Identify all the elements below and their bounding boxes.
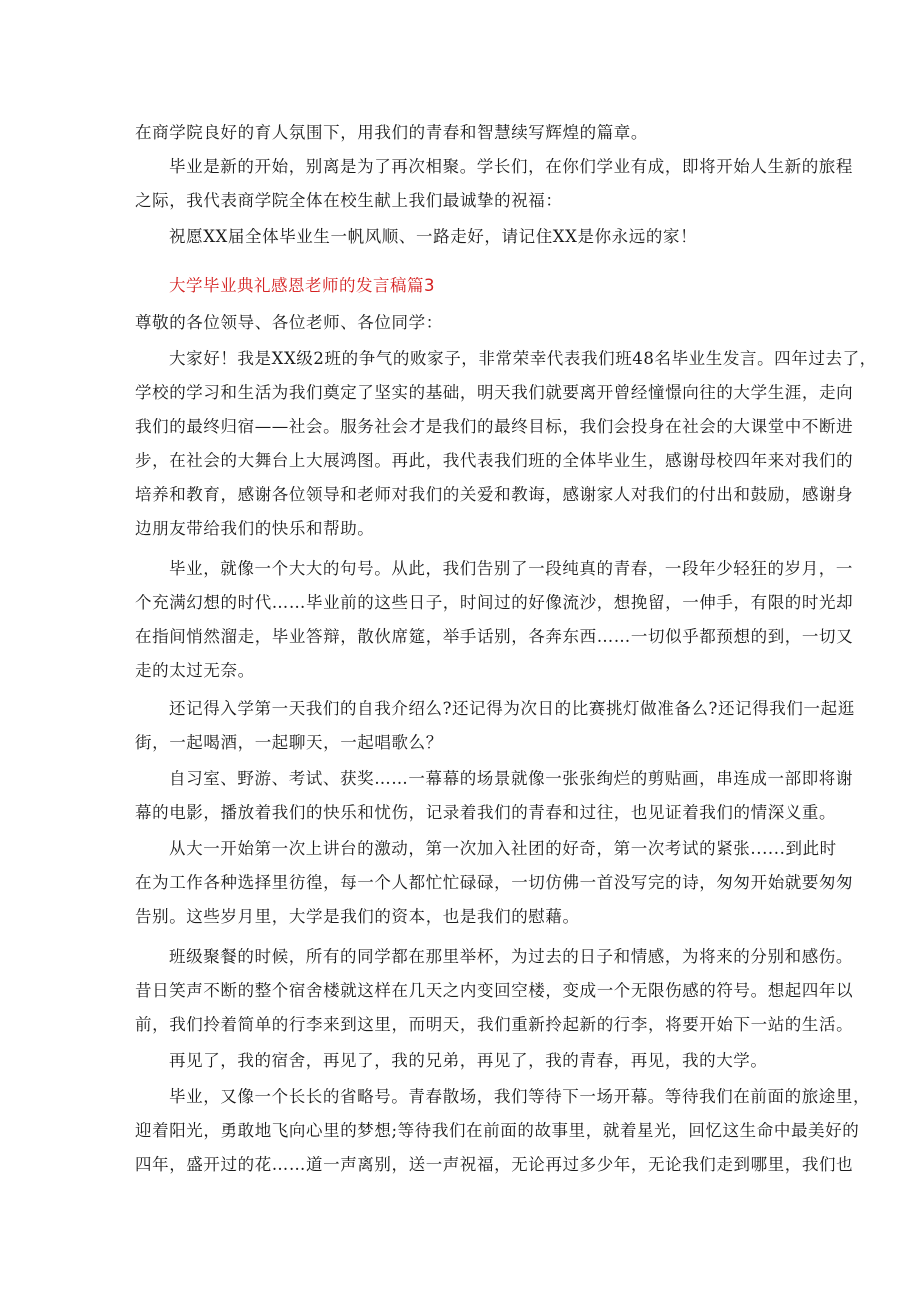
- text-line: 学校的学习和生活为我们奠定了坚实的基础，明天我们就要离开曾经憧憬向往的大学生涯，走向: [135, 383, 854, 402]
- text-line: 尊敬的各位领导、各位老师、各位同学：: [135, 313, 443, 332]
- paragraph-6: [135, 552, 854, 688]
- text-line: 班级聚餐的时候，所有的同学都在那里举杯，为过去的日子和情感，为将来的分别和感伤。: [169, 947, 853, 966]
- text-line: 毕业，就像一个大大的句号。从此，我们告别了一段纯真的青春，一段年少轻狂的岁月，一: [169, 559, 853, 578]
- text-line: 走的太过无奈。: [135, 661, 255, 680]
- text-line: 从大一开始第一次上讲台的激动，第一次加入社团的好奇，第一次考试的紧张......到此时: [169, 839, 837, 858]
- text-line: 幕的电影，播放着我们的快乐和忧伤，记录着我们的青春和过往，也见证着我们的情深义重。: [135, 803, 837, 822]
- paragraph-10: [135, 940, 854, 1042]
- text-line: 在商学院良好的育人氛围下，用我们的青春和智慧续写辉煌的篇章。: [135, 123, 648, 142]
- text-line: 边朋友带给我们的快乐和帮助。: [135, 519, 375, 538]
- text-line: 步，在社会的大舞台上大展鸿图。再此，我代表我们班的全体毕业生，感谢母校四年来对我们的: [135, 451, 854, 470]
- paragraph-11: [135, 1044, 795, 1078]
- text-line: 昔日笑声不断的整个宿舍楼就这样在几天之内变回空楼，变成一个无限伤感的符号。想起四年以: [135, 981, 854, 1000]
- text-line: 迎着阳光，勇敢地飞向心里的梦想;等待我们在前面的故事里，就着星光，回忆这生命中最美好的: [135, 1121, 860, 1140]
- text-line: 我们的最终归宿——社会。服务社会才是我们的最终目标，我们会投身在社会的大课堂中不断进: [135, 417, 854, 436]
- paragraph-12: [135, 1080, 871, 1182]
- paragraph-5: [135, 342, 877, 546]
- text-line: 街，一起喝酒，一起聊天，一起唱歌么？: [135, 733, 443, 752]
- text-line: 祝愿XX届全体毕业生一帆风顺、一路走好，请记住XX是你永远的家！: [169, 227, 698, 246]
- text-line: 在指间悄然溜走，毕业答辩，散伙席筵，举手话别，各奔东西……一切似乎都预想的到，一切又: [135, 627, 854, 646]
- paragraph-9: [135, 832, 854, 934]
- text-line: 个充满幻想的时代……毕业前的这些日子，时间过的好像流沙，想挽留，一伸手，有限的时光却: [135, 593, 854, 612]
- text-line: 毕业是新的开始，别离是为了再次相聚。学长们，在你们学业有成，即将开始人生新的旅程: [169, 157, 853, 176]
- text-line: 还记得入学第一天我们的自我介绍么?还记得为次日的比赛挑灯做准备么?还记得我们一起逛: [169, 699, 855, 718]
- section-heading: 大学毕业典礼感恩老师的发言稿篇3: [169, 276, 435, 295]
- text-line: 前，我们拎着简单的行李来到这里，而明天，我们重新拎起新的行李，将要开始下一站的生活。: [135, 1015, 854, 1034]
- paragraph-7: [135, 692, 855, 760]
- text-line: 之际，我代表商学院全体在校生献上我们最诚挚的祝福：: [135, 191, 563, 210]
- paragraph-2: [135, 150, 853, 218]
- text-line: 大家好！我是XX级2班的争气的败家子，非常荣幸代表我们班48名毕业生发言。四年过去了，: [169, 349, 877, 368]
- text-line: 自习室、野游、考试、获奖……一幕幕的场景就像一张张绚烂的剪贴画，串连成一部即将谢: [169, 769, 853, 788]
- paragraph-8: [135, 762, 853, 830]
- text-line: 培养和教育，感谢各位领导和老师对我们的关爱和教诲，感谢家人对我们的付出和鼓励，感谢身: [135, 485, 854, 504]
- paragraph-1: [135, 116, 795, 150]
- paragraph-salutation: [135, 306, 795, 340]
- text-line: 再见了，我的宿舍，再见了，我的兄弟，再见了，我的青春，再见，我的大学。: [169, 1051, 768, 1070]
- text-line: 告别。这些岁月里，大学是我们的资本，也是我们的慰藉。: [135, 907, 580, 926]
- paragraph-3: [135, 220, 795, 254]
- text-line: 四年，盛开过的花……道一声离别，送一声祝福，无论再过多少年，无论我们走到哪里，我们也: [135, 1155, 854, 1174]
- text-line: 在为工作各种选择里彷徨，每一个人都忙忙碌碌，一切仿佛一首没写完的诗，匆匆开始就要匆匆: [135, 873, 854, 892]
- text-line: 毕业，又像一个长长的省略号。青春散场，我们等待下一场开幕。等待我们在前面的旅途里，: [169, 1087, 871, 1106]
